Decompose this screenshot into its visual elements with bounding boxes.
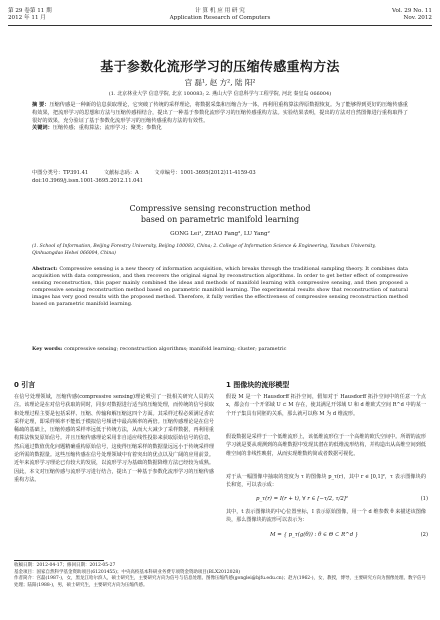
clc-number: 中图分类号：TP391.41 bbox=[32, 170, 89, 176]
section-1-body-c: 对于从一幅图像中抽取的宽度为 τ 的图像块 p_τ(r)，其中 r ∈ [0,1]²，τ 表示图像块的长和宽，可以表示成： bbox=[226, 474, 426, 489]
english-authors: GONG Lei¹, ZHAO Fang², LU Yang² bbox=[170, 231, 270, 237]
english-abstract-label: Abstract: bbox=[32, 266, 58, 272]
abstract-cn-text: 压缩传感是一种新的信息获取理论，它突破了传统的采样理论，将数据采集和压缩合为一体，再利用重构算法得原数据恢复。为了能够得到更好的压缩传感重构效果，把流形学习的思想和方法与压缩传感相结合，提出了一种基于参数化流形学习的压缩传感重构方法。实验结果表明，提出的方法对自然图像进行重构取得了很好的效果，充分验证了基于参数化流形学习的压缩传感重构方法的有效性。 bbox=[32, 102, 408, 124]
issue-info-en bbox=[392, 8, 432, 22]
formula-1: p_τ(r) = I(r + t), ∀ r ∈ [−τ/2, τ/2]² bbox=[256, 496, 349, 502]
article-number: 文章编号：1001-3695(2012)11-4159-03 bbox=[154, 170, 256, 176]
english-abstract-text: Compressive sensing is a new theory of information acquisition, which breaks through the traditional sampling theory. It combines data acquisition with data compression, and then recovers the original signal by reconstruction algorithms. In order to get better effect of compressive sensing reconstruction, this paper mainly combined the ideas and methods of manifold learning with compressive sensing, and then proposed a compressive sensing reconstruction method based on parametric manifold learning. The experimental results show that reconstruction of natural images has very good results with the proposed method. Therefore, it fully verifies the effectiveness of compressive sensing reconstruction method based on parametric manifold learning. bbox=[32, 266, 408, 307]
header-rule bbox=[8, 25, 432, 26]
english-keywords-text: compressive sensing; reconstruction algorithms; manifold learning; cluster; parametric bbox=[64, 346, 287, 352]
section-0-body: 在信号处理领域，压缩传感(compressive sensing)理论吸引了一批相关研究人员的关注。该理论是在对信号获取的同时，同步对数据进行适当的压缩处理，而传统的信号获取和处理过程主要是包括采样、压缩、传输和解压缩这四个方面。其采样过程必须满足香农采样定理，即采样频率不能低于模拟信号频谱中最高频率的两倍。压缩传感理论是在信号稀疏的基础上，压缩传感的采样率远低于传统方法，从而大大减少了采样数据，再利用重构算法恢复原始信号。并且压缩传感理论采用非自适应线性投影来获取原始信号的信息，然后通过数值优化问题精确重构原始信号，这使得压缩采样的数据量远远小于传统采样理论所需的数据量。这些压缩传感在信号处理领域中有着突出的优点以及广阔的应用前景。近年来流形学习理论已有较大的发展，以流形学习为基础的数据降维方法已经较为成熟。因此，本文对压缩传感与流形学习进行结合，提出了一种基于参数化流形学习的压缩传感重构方法。 bbox=[14, 394, 214, 483]
formula-1-number: (1) bbox=[420, 496, 428, 502]
volume-label: 第 29 卷第 11 期 bbox=[8, 8, 52, 14]
classification-line bbox=[32, 170, 408, 177]
section-1-body-a: 假设 M 是一个 Hausdorff 拓扑空间，假如对于 Hausdorff 拓扑空间中的任意一个点 x，都会有一个开邻域 U ⊂ M 存在，使其满足开邻域 U 和 d 维欧式空间 R^d 中的某一个开子集具有同胚的关系，那么就可以称 M 为 d 维流形。 bbox=[226, 394, 426, 417]
english-title bbox=[0, 203, 440, 225]
footnotes bbox=[14, 563, 426, 589]
english-keywords-label: Key words: bbox=[32, 346, 63, 352]
document-code: 文献标志码：A bbox=[103, 170, 139, 176]
section-1-body-b: 假设数据是采样于一个低维流形上，该低维流形位于一个高维的欧氏空间中。所谓的流形学习就是要从观测到的高维数据中发现其潜在的低维流形结构，并构造出从高维空间到低维空间的非线性映射，从而实现维数约简或者数据可视化。 bbox=[226, 434, 426, 457]
footnote-rule bbox=[14, 560, 104, 561]
keywords-cn-label: 关键词： bbox=[32, 125, 53, 132]
footnote-fund: 基金项目：国家自然科学基金资助项目(61201455)；中央高校基本科研业务费专项资金资助项目(BLX2012028) bbox=[14, 569, 240, 575]
section-1-heading: 1 图像块的流形模型 bbox=[226, 381, 290, 389]
abstract-cn bbox=[32, 102, 408, 133]
english-affiliation: (1. School of Information, Beijing Forestry University, Beijing 100083, China; 2. College of Information Science & Engineering, Yanshan University, Qinhuangdao Hebei 066004, China) bbox=[32, 244, 376, 256]
date-label-en: Nov. 2012 bbox=[403, 15, 432, 21]
english-title-line-2: based on parametric manifold learning bbox=[140, 215, 300, 224]
abstract-cn-label: 摘 要： bbox=[32, 102, 50, 108]
section-0-heading: 0 引言 bbox=[14, 381, 36, 389]
keywords-cn-text: 压缩传感；重构算法；流形学习；聚类；参数化 bbox=[52, 125, 162, 132]
date-label: 2012 年 11 月 bbox=[8, 15, 46, 21]
formula-2-number: (2) bbox=[420, 532, 428, 538]
footnote-received: 收稿日期：2012-04-17；修回日期：2012-05-27 bbox=[14, 563, 116, 568]
author-list: 宫 磊¹, 赵 方², 陆 阳² bbox=[184, 78, 256, 87]
affiliation: (1. 北京林业大学 信息学院, 北京 100083; 2. 燕山大学 信息科学与工程学院, 河北 秦皇岛 066004) bbox=[108, 91, 332, 97]
paper-title: 基于参数化流形学习的压缩传感重构方法 bbox=[100, 60, 340, 75]
english-title-line-1: Compressive sensing reconstruction method bbox=[129, 204, 311, 213]
journal-name-en: Application Research of Computers bbox=[169, 15, 271, 21]
footnote-author: 作者简介：宫磊(1987-)，女，黑龙江哈尔滨人，硕士研究生，主要研究方向为信号与信息处理、图像压缩传感(gonglei@bjfu.edu.cn)；赵方(1962-)，女，教授，博导，主要研究方向为图像处理、数字信号处理；陆阳(1988-)，男，硕士研究生，主要研究方向为压缩传感。 bbox=[14, 576, 426, 588]
volume-label-en: Vol. 29 No. 11 bbox=[392, 8, 432, 14]
section-1-body-d: 其中，t 表示图像块的中心位置坐标，I 表示原始图像，用一个 d 维参数 θ 来描述该图像块，那么图像块的流形可以表示为： bbox=[226, 509, 426, 524]
doi-line: doi:10.3969/j.issn.1001-3695.2012.11.041 bbox=[32, 178, 144, 184]
english-keywords bbox=[32, 346, 408, 353]
english-abstract bbox=[32, 266, 408, 308]
journal-name-cn: 计 算 机 应 用 研 究 bbox=[195, 8, 245, 14]
journal-name bbox=[8, 8, 432, 22]
formula-2: M = { p_τ(g(θ)) : θ ∈ Θ ⊂ R^d } bbox=[270, 532, 359, 538]
